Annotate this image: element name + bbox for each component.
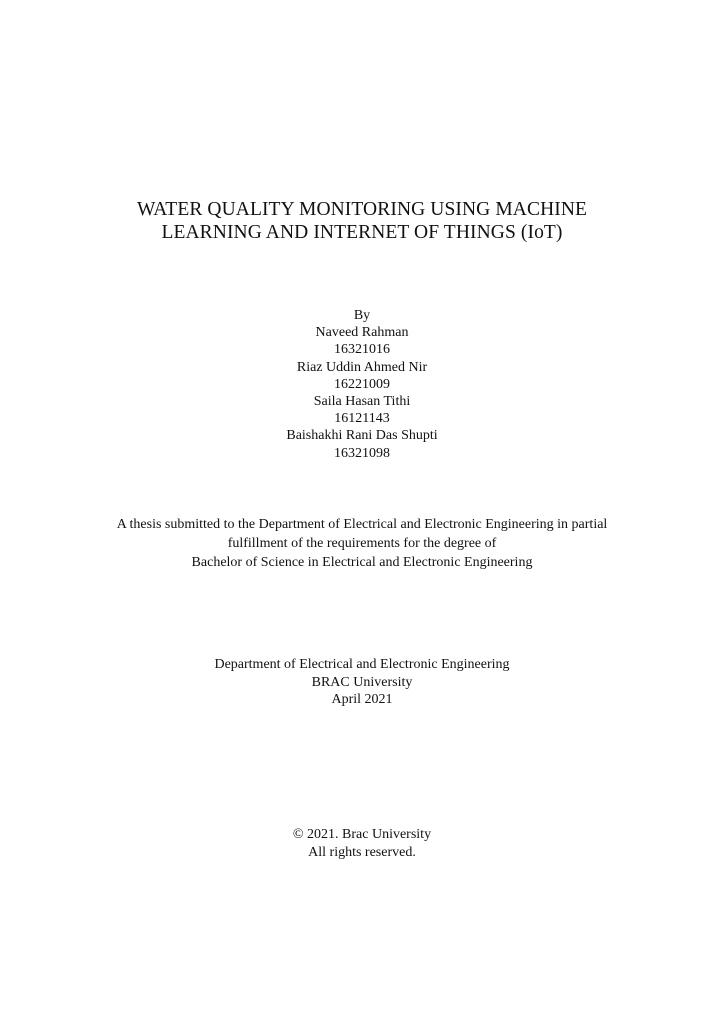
by-label: By: [353, 308, 371, 323]
author-id: 16321016: [334, 342, 390, 358]
submission-date: April 2021: [331, 692, 393, 707]
statement-line-2: fulfillment of the requirements for the degree of: [227, 536, 497, 551]
copyright-line-2: All rights reserved.: [308, 844, 416, 860]
author-id: 16321098: [334, 445, 390, 461]
thesis-title-line-1: WATER QUALITY MONITORING USING MACHINE: [136, 199, 588, 220]
author-list: [0, 307, 724, 462]
author-name: Naveed Rahman: [315, 325, 409, 341]
author-name: Baishakhi Rani Das Shupti: [286, 428, 438, 444]
university-name: BRAC University: [311, 674, 413, 690]
statement-line-3: Bachelor of Science in Electrical and Electronic Engineering: [191, 555, 533, 570]
institution-block: [0, 656, 724, 709]
thesis-title: [0, 198, 724, 244]
author-name: Riaz Uddin Ahmed Nir: [296, 359, 428, 375]
submission-statement: [0, 515, 724, 572]
author-id: 16221009: [334, 376, 390, 392]
author-id: 16121143: [334, 411, 390, 427]
author-name: Saila Hasan Tithi: [313, 394, 411, 410]
statement-line-1: A thesis submitted to the Department of Electrical and Electronic Engineering in partial: [116, 517, 608, 532]
copyright-line-1: © 2021. Brac University: [292, 827, 432, 842]
thesis-title-line-2: LEARNING AND INTERNET OF THINGS (IoT): [161, 222, 563, 243]
copyright-notice: [0, 826, 724, 861]
department-name: Department of Electrical and Electronic Engineering: [214, 657, 510, 672]
